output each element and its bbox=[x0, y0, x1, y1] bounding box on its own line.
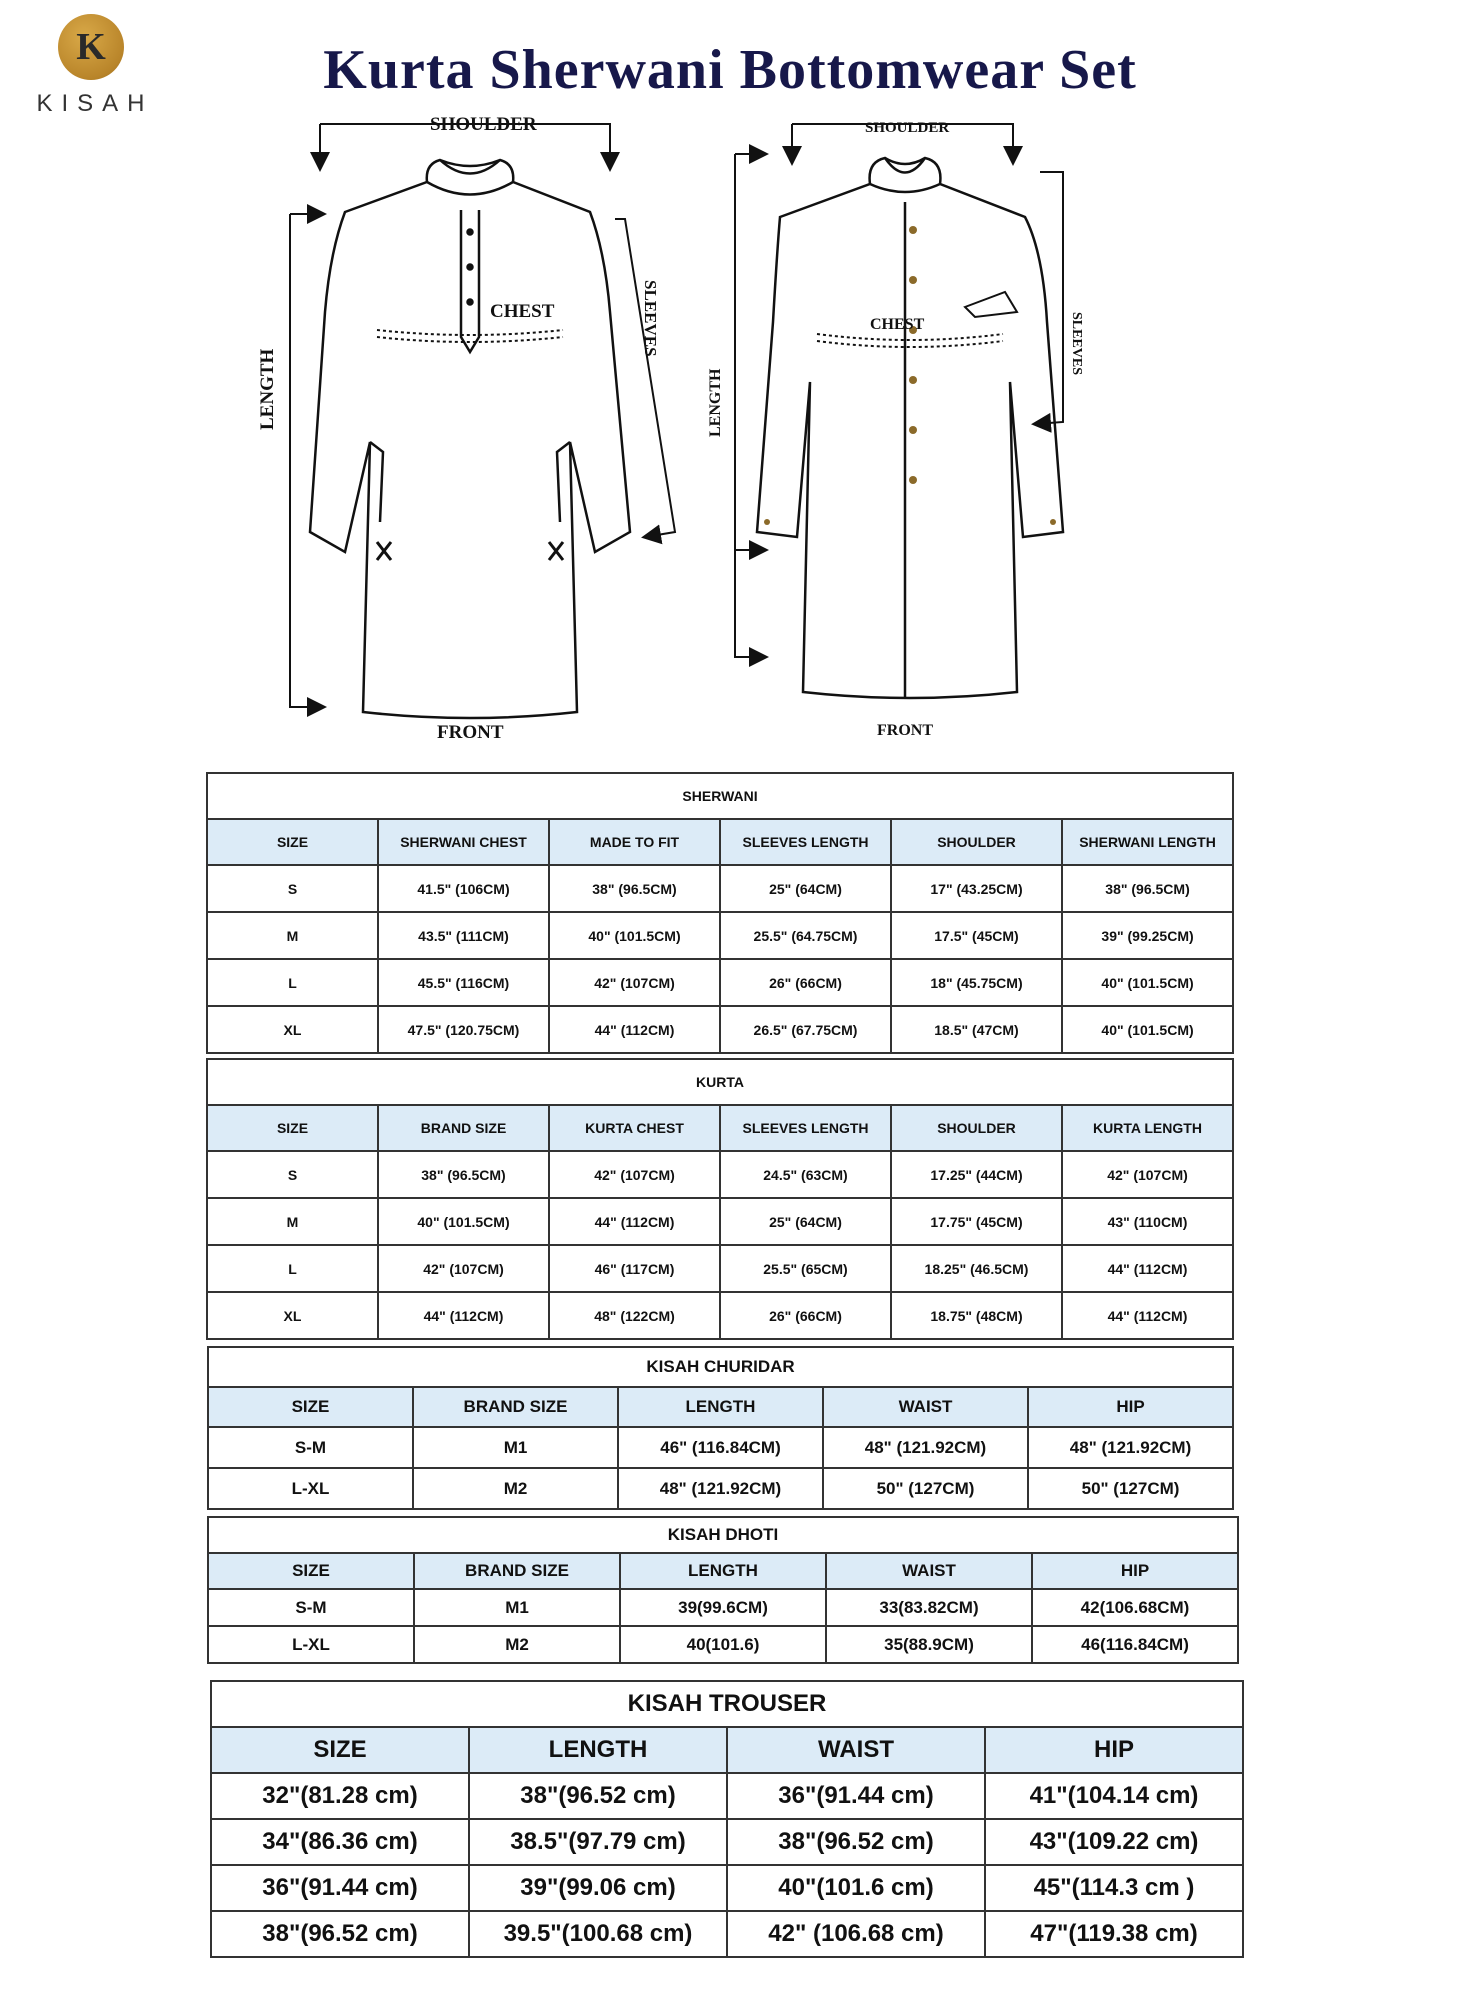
dhoti-size-table bbox=[207, 1516, 1239, 1664]
column-header: BRAND SIZE bbox=[378, 1105, 549, 1151]
table-row bbox=[208, 1427, 1233, 1468]
table-cell: 26.5" (67.75CM) bbox=[720, 1006, 891, 1053]
table-row bbox=[211, 1911, 1243, 1957]
table-cell: 39(99.6CM) bbox=[620, 1589, 826, 1626]
table-cell: 36"(91.44 cm) bbox=[211, 1865, 469, 1911]
logo-letter: K bbox=[76, 26, 106, 68]
column-header: SIZE bbox=[207, 819, 378, 865]
column-header: WAIST bbox=[823, 1387, 1028, 1427]
table-cell: 38" (96.5CM) bbox=[378, 1151, 549, 1198]
table-row bbox=[207, 1292, 1233, 1339]
brand-logo bbox=[26, 14, 156, 118]
column-header: SHERWANI LENGTH bbox=[1062, 819, 1233, 865]
column-header: SHERWANI CHEST bbox=[378, 819, 549, 865]
table-row bbox=[208, 1626, 1238, 1663]
column-header: KURTA LENGTH bbox=[1062, 1105, 1233, 1151]
table-row bbox=[208, 1468, 1233, 1509]
table-row bbox=[207, 1151, 1233, 1198]
table-cell: 25.5" (64.75CM) bbox=[720, 912, 891, 959]
table-cell: 17.5" (45CM) bbox=[891, 912, 1062, 959]
table-row bbox=[207, 865, 1233, 912]
table-row bbox=[208, 1589, 1238, 1626]
table-cell: 41.5" (106CM) bbox=[378, 865, 549, 912]
column-header: SIZE bbox=[208, 1553, 414, 1589]
table-cell: 43"(109.22 cm) bbox=[985, 1819, 1243, 1865]
sherwani-chest-label: CHEST bbox=[870, 316, 925, 333]
table-cell: 42" (106.68 cm) bbox=[727, 1911, 985, 1957]
column-header: WAIST bbox=[727, 1727, 985, 1773]
column-header: KURTA CHEST bbox=[549, 1105, 720, 1151]
table-cell: 40" (101.5CM) bbox=[378, 1198, 549, 1245]
sherwani-front-label: FRONT bbox=[877, 722, 933, 739]
table-cell: 39"(99.06 cm) bbox=[469, 1865, 727, 1911]
kurta-sleeves-label: SLEEVES bbox=[641, 280, 660, 357]
table-cell: L bbox=[207, 959, 378, 1006]
table-row bbox=[207, 1245, 1233, 1292]
table-cell: XL bbox=[207, 1292, 378, 1339]
table-cell: 44" (112CM) bbox=[1062, 1292, 1233, 1339]
table-cell: 48" (122CM) bbox=[549, 1292, 720, 1339]
table-cell: L-XL bbox=[208, 1626, 414, 1663]
table-cell: 40"(101.6 cm) bbox=[727, 1865, 985, 1911]
table-cell: 44" (112CM) bbox=[378, 1292, 549, 1339]
column-header: SHOULDER bbox=[891, 1105, 1062, 1151]
table-caption: SHERWANI bbox=[207, 773, 1233, 819]
column-header: SIZE bbox=[207, 1105, 378, 1151]
kurta-illustration bbox=[310, 160, 630, 718]
column-header: MADE TO FIT bbox=[549, 819, 720, 865]
table-cell: 50" (127CM) bbox=[823, 1468, 1028, 1509]
column-header: SLEEVES LENGTH bbox=[720, 1105, 891, 1151]
table-cell: 34"(86.36 cm) bbox=[211, 1819, 469, 1865]
table-cell: 46" (117CM) bbox=[549, 1245, 720, 1292]
brand-name: KISAH bbox=[36, 90, 154, 117]
table-cell: 47.5" (120.75CM) bbox=[378, 1006, 549, 1053]
table-cell: 38" (96.5CM) bbox=[549, 865, 720, 912]
logo-badge bbox=[58, 14, 124, 80]
column-header: HIP bbox=[1028, 1387, 1233, 1427]
table-cell: 43.5" (111CM) bbox=[378, 912, 549, 959]
table-cell: 26" (66CM) bbox=[720, 959, 891, 1006]
kurta-shoulder-label: SHOULDER bbox=[430, 114, 537, 135]
table-cell: 40" (101.5CM) bbox=[1062, 1006, 1233, 1053]
table-cell: M1 bbox=[413, 1427, 618, 1468]
table-cell: 44" (112CM) bbox=[549, 1198, 720, 1245]
table-cell: 48" (121.92CM) bbox=[618, 1468, 823, 1509]
table-cell: 42" (107CM) bbox=[549, 959, 720, 1006]
table-cell: 50" (127CM) bbox=[1028, 1468, 1233, 1509]
table-cell: 33(83.82CM) bbox=[826, 1589, 1032, 1626]
table-cell: 42" (107CM) bbox=[378, 1245, 549, 1292]
table-cell: 17" (43.25CM) bbox=[891, 865, 1062, 912]
table-cell: 39.5"(100.68 cm) bbox=[469, 1911, 727, 1957]
table-cell: 38"(96.52 cm) bbox=[727, 1819, 985, 1865]
table-cell: XL bbox=[207, 1006, 378, 1053]
table-caption: KISAH DHOTI bbox=[208, 1517, 1238, 1553]
column-header: HIP bbox=[985, 1727, 1243, 1773]
table-cell: 38" (96.5CM) bbox=[1062, 865, 1233, 912]
table-cell: 17.25" (44CM) bbox=[891, 1151, 1062, 1198]
column-header: BRAND SIZE bbox=[414, 1553, 620, 1589]
garment-diagram bbox=[205, 112, 1205, 752]
table-cell: 35(88.9CM) bbox=[826, 1626, 1032, 1663]
table-cell: 38"(96.52 cm) bbox=[211, 1911, 469, 1957]
table-cell: S-M bbox=[208, 1427, 413, 1468]
table-cell: 46(116.84CM) bbox=[1032, 1626, 1238, 1663]
column-header: LENGTH bbox=[618, 1387, 823, 1427]
table-cell: 43" (110CM) bbox=[1062, 1198, 1233, 1245]
kurta-length-label: LENGTH bbox=[257, 348, 278, 430]
table-cell: 18" (45.75CM) bbox=[891, 959, 1062, 1006]
table-caption: KISAH TROUSER bbox=[211, 1681, 1243, 1727]
column-header: SIZE bbox=[208, 1387, 413, 1427]
table-cell: M bbox=[207, 1198, 378, 1245]
table-cell: 18.75" (48CM) bbox=[891, 1292, 1062, 1339]
table-cell: 42(106.68CM) bbox=[1032, 1589, 1238, 1626]
table-cell: 18.5" (47CM) bbox=[891, 1006, 1062, 1053]
table-cell: 25" (64CM) bbox=[720, 865, 891, 912]
column-header: SIZE bbox=[211, 1727, 469, 1773]
table-row bbox=[207, 912, 1233, 959]
table-cell: L-XL bbox=[208, 1468, 413, 1509]
sherwani-shoulder-label: SHOULDER bbox=[865, 120, 950, 136]
table-row bbox=[207, 1198, 1233, 1245]
table-cell: 41"(104.14 cm) bbox=[985, 1773, 1243, 1819]
table-cell: 39" (99.25CM) bbox=[1062, 912, 1233, 959]
table-cell: 38"(96.52 cm) bbox=[469, 1773, 727, 1819]
table-cell: L bbox=[207, 1245, 378, 1292]
column-header: SHOULDER bbox=[891, 819, 1062, 865]
table-cell: M2 bbox=[414, 1626, 620, 1663]
table-row bbox=[211, 1773, 1243, 1819]
table-cell: 48" (121.92CM) bbox=[823, 1427, 1028, 1468]
churidar-size-table bbox=[207, 1346, 1234, 1510]
table-row bbox=[211, 1865, 1243, 1911]
table-cell: M bbox=[207, 912, 378, 959]
column-header: WAIST bbox=[826, 1553, 1032, 1589]
table-cell: 40(101.6) bbox=[620, 1626, 826, 1663]
table-row bbox=[211, 1819, 1243, 1865]
column-header: HIP bbox=[1032, 1553, 1238, 1589]
table-cell: 48" (121.92CM) bbox=[1028, 1427, 1233, 1468]
table-cell: 24.5" (63CM) bbox=[720, 1151, 891, 1198]
table-cell: 38.5"(97.79 cm) bbox=[469, 1819, 727, 1865]
sherwani-sleeves-label: SLEEVES bbox=[1069, 312, 1084, 376]
table-cell: M1 bbox=[414, 1589, 620, 1626]
table-cell: 25" (64CM) bbox=[720, 1198, 891, 1245]
table-cell: 46" (116.84CM) bbox=[618, 1427, 823, 1468]
kurta-chest-label: CHEST bbox=[490, 301, 555, 322]
table-cell: 44" (112CM) bbox=[1062, 1245, 1233, 1292]
table-cell: M2 bbox=[413, 1468, 618, 1509]
column-header: LENGTH bbox=[469, 1727, 727, 1773]
table-cell: 40" (101.5CM) bbox=[549, 912, 720, 959]
table-cell: S bbox=[207, 1151, 378, 1198]
table-cell: 25.5" (65CM) bbox=[720, 1245, 891, 1292]
table-caption: KURTA bbox=[207, 1059, 1233, 1105]
table-cell: 17.75" (45CM) bbox=[891, 1198, 1062, 1245]
table-cell: 40" (101.5CM) bbox=[1062, 959, 1233, 1006]
table-row bbox=[207, 959, 1233, 1006]
table-cell: S bbox=[207, 865, 378, 912]
kurta-front-label: FRONT bbox=[437, 722, 504, 743]
sherwani-size-table bbox=[206, 772, 1234, 1054]
table-cell: 42" (107CM) bbox=[1062, 1151, 1233, 1198]
kurta-size-table bbox=[206, 1058, 1234, 1340]
column-header: SLEEVES LENGTH bbox=[720, 819, 891, 865]
table-cell: 45.5" (116CM) bbox=[378, 959, 549, 1006]
table-cell: 18.25" (46.5CM) bbox=[891, 1245, 1062, 1292]
column-header: BRAND SIZE bbox=[413, 1387, 618, 1427]
table-cell: 45"(114.3 cm ) bbox=[985, 1865, 1243, 1911]
table-cell: 26" (66CM) bbox=[720, 1292, 891, 1339]
trouser-size-table bbox=[210, 1680, 1244, 1958]
table-cell: 44" (112CM) bbox=[549, 1006, 720, 1053]
table-cell: 32"(81.28 cm) bbox=[211, 1773, 469, 1819]
table-cell: 42" (107CM) bbox=[549, 1151, 720, 1198]
column-header: LENGTH bbox=[620, 1553, 826, 1589]
table-cell: S-M bbox=[208, 1589, 414, 1626]
table-row bbox=[207, 1006, 1233, 1053]
table-cell: 36"(91.44 cm) bbox=[727, 1773, 985, 1819]
page-title: Kurta Sherwani Bottomwear Set bbox=[323, 39, 1137, 101]
table-caption: KISAH CHURIDAR bbox=[208, 1347, 1233, 1387]
table-cell: 47"(119.38 cm) bbox=[985, 1911, 1243, 1957]
sherwani-length-label: LENGTH bbox=[707, 368, 724, 437]
